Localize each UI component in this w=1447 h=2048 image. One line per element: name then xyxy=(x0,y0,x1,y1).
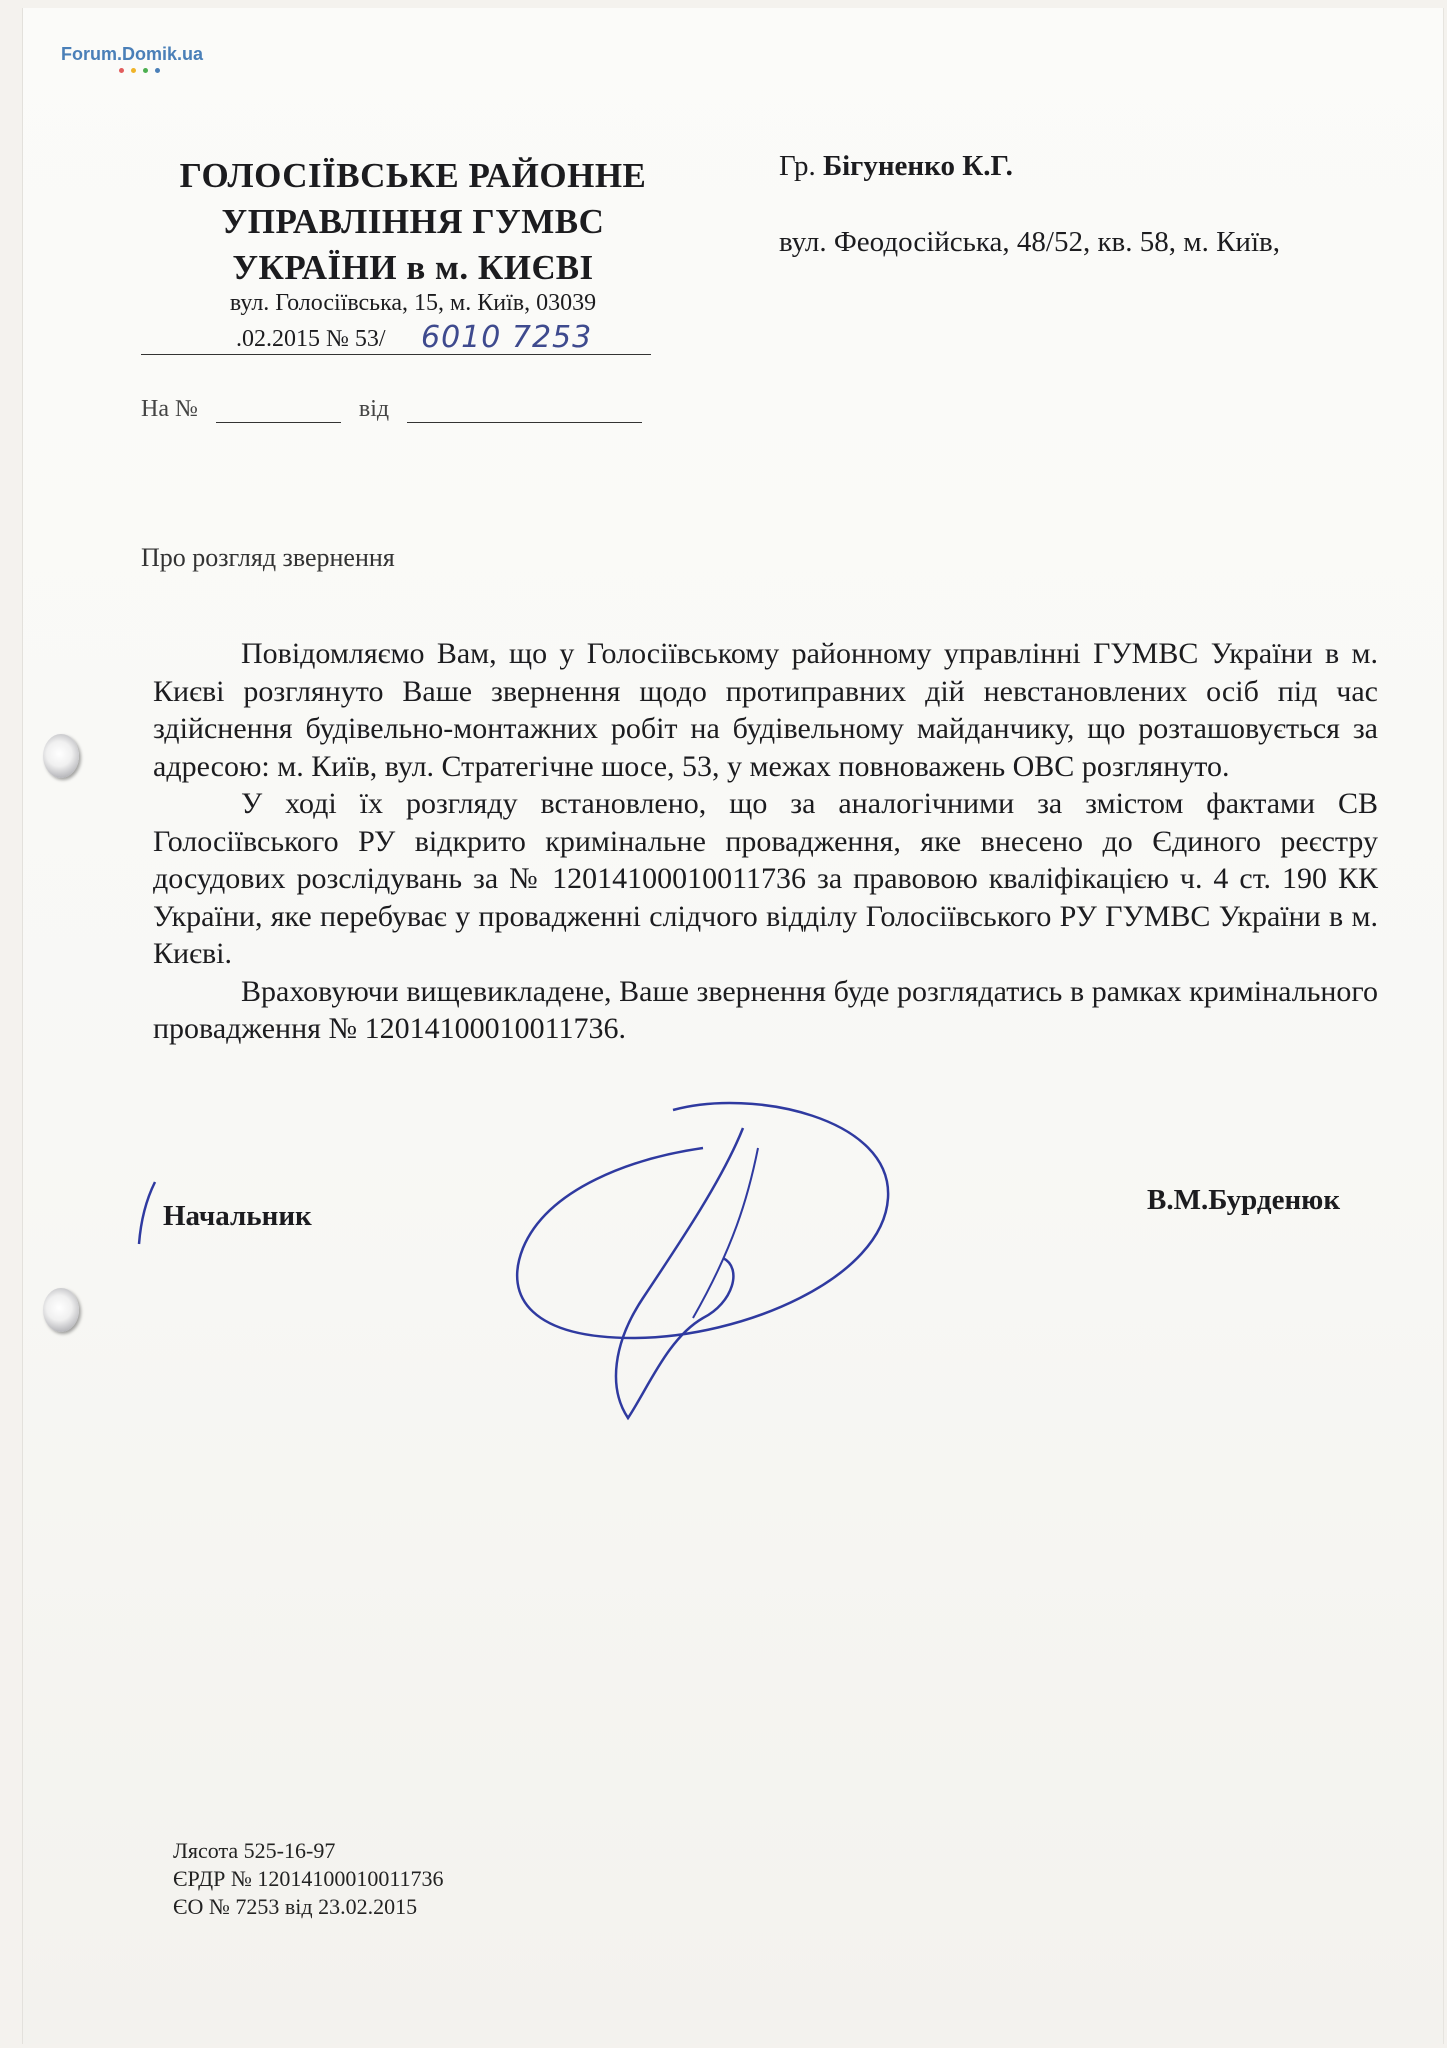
recipient-prefix: Гр. xyxy=(779,150,816,182)
footer-notes xyxy=(173,1837,444,1921)
signatory-title: Начальник xyxy=(163,1200,312,1232)
signatory-name: В.М.Бурденюк xyxy=(1147,1184,1341,1216)
agency-line: УПРАВЛІННЯ ГУМВС xyxy=(221,202,605,241)
sender-address: вул. Голосіївська, 15, м. Київ, 03039 xyxy=(229,290,597,316)
recipient-address: вул. Феодосійська, 48/52, кв. 58, м. Київ, xyxy=(779,226,1280,258)
watermark-dot xyxy=(155,68,160,73)
outgoing-date: .02.2015 № 53/ xyxy=(236,326,386,352)
incoming-date-blank xyxy=(407,400,642,423)
body-paragraph: У ході їх розгляду встановлено, що за аналогічними за змістом фактами СВ Голосіївського РУ відкрито кримінальне провадження, яке внесено до Єдиного реєстру досудових розслідувань за № 12014100010011736 за правовою кваліфікацією ч. 4 ст. 190 КК України, яке перебуває у провадженні слідчого відділу Голосіївського РУ ГУМВС України в м. Києві. xyxy=(153,787,1378,970)
recipient-name xyxy=(779,150,1013,183)
footer-line: ЄРДР № 12014100010011736 xyxy=(173,1866,444,1891)
footer-line: ЄО № 7253 від 23.02.2015 xyxy=(173,1894,418,1919)
handwritten-signature xyxy=(493,1088,913,1428)
letter-body xyxy=(153,635,1378,1048)
body-paragraph: Враховуючи вищевикладене, Ваше звернення буде розглядатись в рамках кримінального провадження № 12014100010011736. xyxy=(153,974,1378,1045)
agency-line: УКРАЇНИ в м. КИЄВІ xyxy=(232,248,594,287)
punch-hole xyxy=(43,1288,79,1332)
incoming-number-blank xyxy=(216,400,341,423)
incoming-ref-prefix: На № xyxy=(141,396,198,422)
watermark-dots xyxy=(119,68,160,73)
footer-line: Лясота 525-16-97 xyxy=(173,1838,336,1863)
letter-subject: Про розгляд звернення xyxy=(141,543,395,572)
watermark-dot xyxy=(143,68,148,73)
incoming-reference xyxy=(141,396,661,423)
outgoing-reference xyxy=(141,320,651,355)
recipient-name-text: Бігуненко К.Г. xyxy=(822,150,1013,182)
letter-page xyxy=(22,8,1444,2044)
punch-hole xyxy=(43,734,79,778)
forum-watermark-logo xyxy=(61,44,203,65)
watermark-dot xyxy=(131,68,136,73)
handwritten-outgoing-number: 6010 7253 xyxy=(421,320,593,355)
sender-agency-name xyxy=(123,153,703,291)
watermark-dot xyxy=(119,68,124,73)
incoming-ref-middle: від xyxy=(358,396,390,422)
agency-line: ГОЛОСІЇВСЬКЕ РАЙОННЕ xyxy=(179,156,647,195)
watermark-text: Forum.Domik.ua xyxy=(61,44,204,64)
pen-stroke-mark xyxy=(133,1178,163,1248)
body-paragraph: Повідомляємо Вам, що у Голосіївському районному управлінні ГУМВС України в м. Києві розглянуто Ваше звернення щодо протиправних дій невстановлених осіб під час здійснення будівельно-монтажних робіт на будівельному майданчику, що розташовується за адресою: м. Київ, вул. Стратегічне шосе, 53, у межах повноважень ОВС розглянуто. xyxy=(153,637,1378,783)
